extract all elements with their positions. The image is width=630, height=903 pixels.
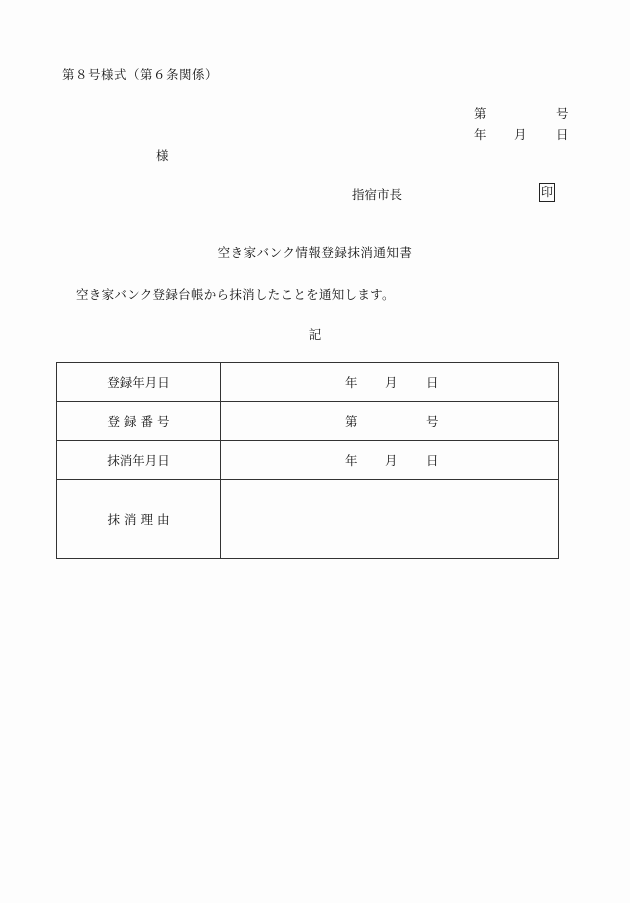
addressee-suffix: 様 [156,148,169,163]
form-label: 第８号様式（第６条関係） [62,67,219,82]
ki-heading: 記 [308,327,322,342]
number-suffix: 号 [426,414,439,429]
table-row [57,480,559,559]
deletion-reason-value [221,480,559,559]
document-number-suffix: 号 [556,106,569,121]
date-day-label: 日 [556,127,569,142]
table-row [57,441,559,480]
year-label: 年 [345,453,358,468]
day-label: 日 [426,453,439,468]
registration-table [56,362,559,559]
month-label: 月 [385,453,398,468]
document-title: 空き家バンク情報登録抹消通知書 [217,245,413,260]
seal-mark: 印 [539,183,555,202]
date-year-label: 年 [474,127,487,142]
registration-number-value [221,402,559,441]
deletion-reason-label: 抹 消 理 由 [57,480,221,559]
year-label: 年 [345,375,358,390]
deletion-date-label: 抹消年月日 [57,441,221,480]
date-month-label: 月 [514,127,527,142]
table-row [57,402,559,441]
registration-date-value [221,363,559,402]
sender-name: 指宿市長 [352,187,403,202]
day-label: 日 [426,375,439,390]
document-number-prefix: 第 [474,106,487,121]
table-row [57,363,559,402]
registration-number-label: 登 録 番 号 [57,402,221,441]
number-prefix: 第 [345,414,358,429]
deletion-date-value [221,441,559,480]
month-label: 月 [385,375,398,390]
registration-date-label: 登録年月日 [57,363,221,402]
body-text: 空き家バンク登録台帳から抹消したことを通知します。 [76,287,395,302]
